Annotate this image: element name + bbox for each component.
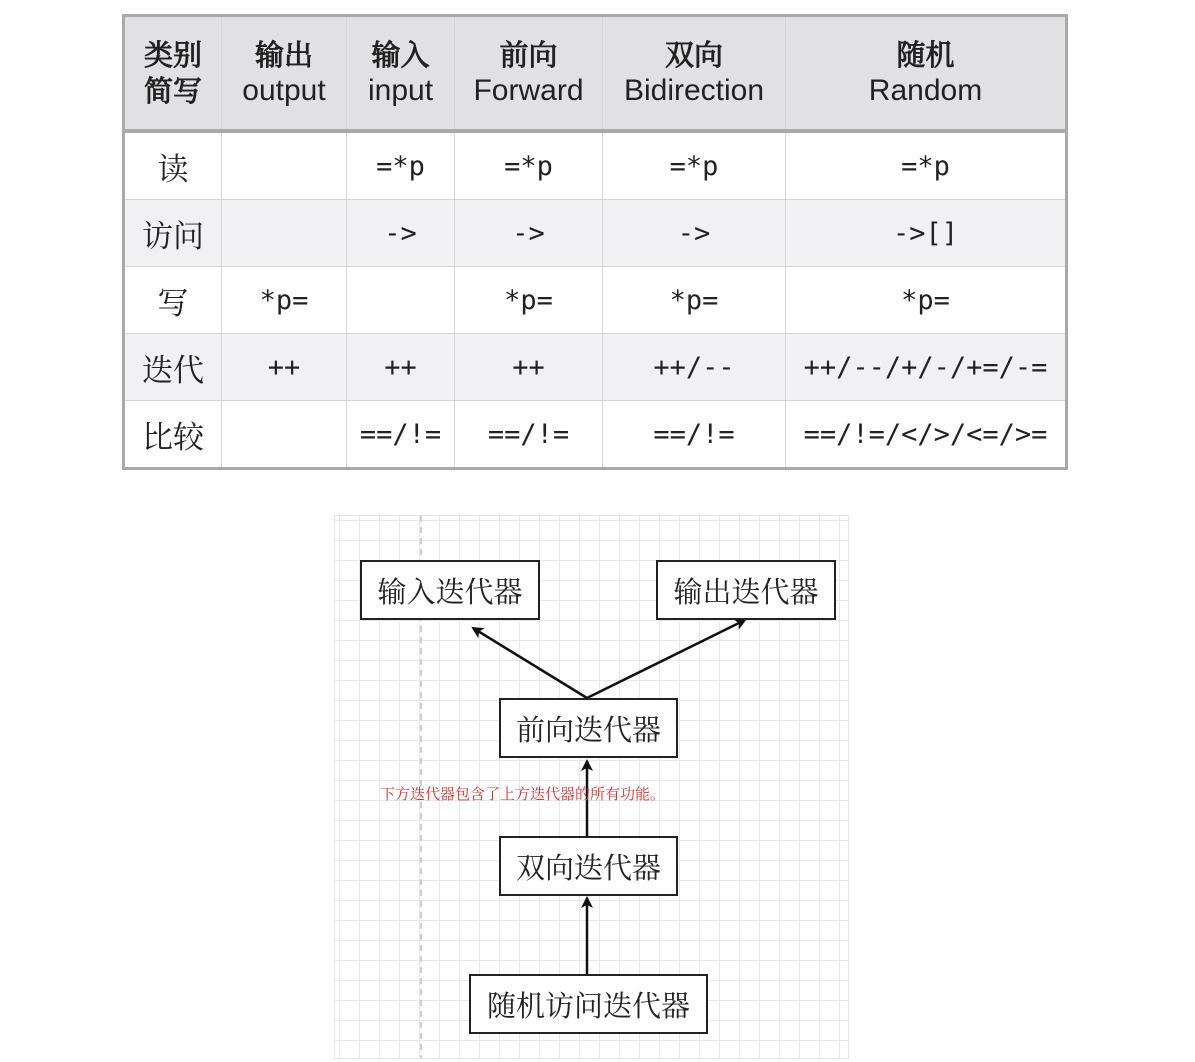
node-random-access-iterator: 随机访问迭代器: [469, 974, 708, 1034]
table-cell: ==/!=: [603, 401, 786, 469]
header-random-en: Random: [868, 74, 983, 107]
row-compare: [124, 401, 1067, 469]
table-cell: [222, 131, 347, 200]
table-cell: *p=: [603, 267, 786, 334]
header-bidirection-en: Bidirection: [623, 74, 765, 107]
node-output-iterator: 输出迭代器: [656, 560, 836, 620]
node-forward-iterator: 前向迭代器: [499, 698, 678, 758]
table-cell: ->: [603, 200, 786, 267]
iterator-hierarchy-diagram: [334, 515, 849, 1059]
table-cell: =*p: [455, 131, 603, 200]
iterator-capability-table: [122, 14, 1068, 470]
table-cell: ++/--: [603, 334, 786, 401]
row-label: 比较: [124, 401, 222, 469]
header-input-zh: 输入: [371, 38, 430, 72]
table-cell: [347, 267, 455, 334]
header-bidirection-zh: 双向: [664, 38, 723, 72]
table-cell: ==/!=: [347, 401, 455, 469]
header-forward-en: Forward: [473, 74, 584, 107]
table-cell: ==/!=: [455, 401, 603, 469]
row-label: 读: [124, 131, 222, 200]
table-cell: ->[]: [786, 200, 1067, 267]
header-forward: [455, 16, 603, 132]
table-header-row: [124, 16, 1067, 132]
table-cell: *p=: [222, 267, 347, 334]
header-category-sub: 简写: [143, 74, 202, 108]
table-cell: ->: [347, 200, 455, 267]
table-cell: ->: [455, 200, 603, 267]
header-category-label: 类别: [143, 38, 202, 72]
header-random-zh: 随机: [896, 38, 955, 72]
header-output: [222, 16, 347, 132]
header-bidirection: [603, 16, 786, 132]
table-cell: ++/--/+/-/+=/-=: [786, 334, 1067, 401]
row-label: 写: [124, 267, 222, 334]
header-output-en: output: [242, 74, 326, 107]
header-input-en: input: [367, 74, 434, 107]
table-cell: ==/!=/</>/<=/>=: [786, 401, 1067, 469]
table-cell: =*p: [786, 131, 1067, 200]
table-cell: =*p: [347, 131, 455, 200]
table-cell: ++: [347, 334, 455, 401]
arrow-forward-to-output: [587, 620, 745, 698]
header-category: [124, 16, 222, 132]
row-write: [124, 267, 1067, 334]
row-access: [124, 200, 1067, 267]
table-cell: *p=: [786, 267, 1067, 334]
table-cell: [222, 401, 347, 469]
arrow-forward-to-input: [473, 628, 587, 698]
row-iterate: [124, 334, 1067, 401]
header-output-zh: 输出: [254, 38, 313, 72]
row-label: 迭代: [124, 334, 222, 401]
header-random: [786, 16, 1067, 132]
table-cell: [222, 200, 347, 267]
table-cell: *p=: [455, 267, 603, 334]
node-input-iterator: 输入迭代器: [360, 560, 540, 620]
table-cell: ++: [222, 334, 347, 401]
table-cell: =*p: [603, 131, 786, 200]
row-label: 访问: [124, 200, 222, 267]
table-cell: ++: [455, 334, 603, 401]
node-bidirectional-iterator: 双向迭代器: [499, 836, 678, 896]
header-forward-zh: 前向: [499, 38, 558, 72]
row-read: [124, 131, 1067, 200]
diagram-note: 下方迭代器包含了上方迭代器的所有功能。: [380, 785, 666, 803]
header-input: [347, 16, 455, 132]
